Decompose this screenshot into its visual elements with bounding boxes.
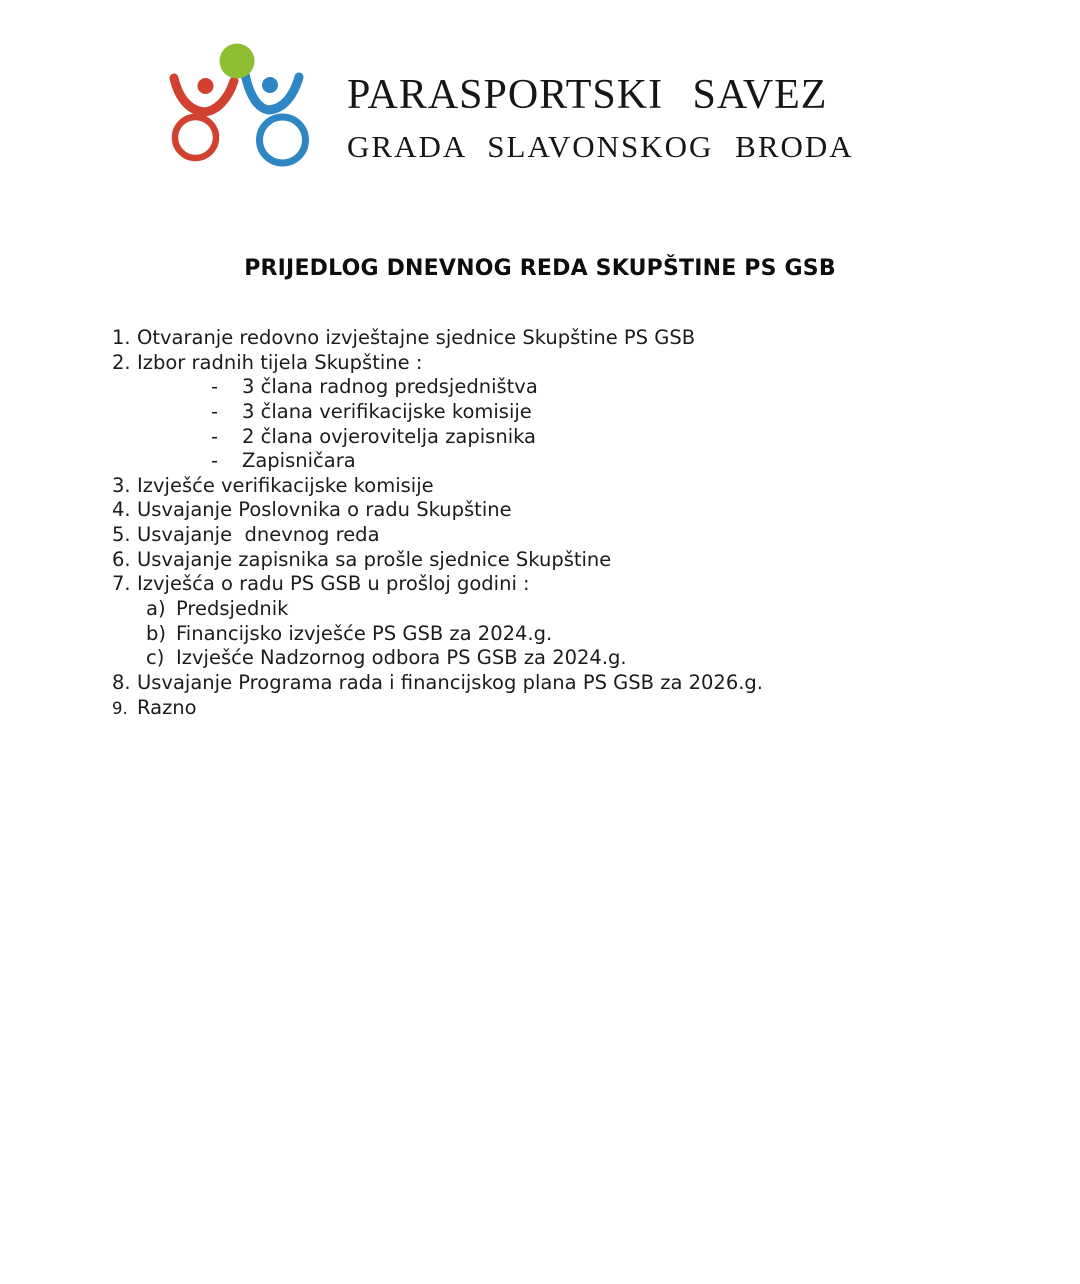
red-wheel <box>175 117 216 158</box>
agenda-row <box>0 523 1080 548</box>
org-name-block <box>347 40 854 162</box>
agenda-marker: 6. <box>112 547 131 571</box>
agenda-text: Izvješće Nadzornog odbora PS GSB za 2024.g. <box>176 646 627 670</box>
agenda-marker: - <box>211 399 219 423</box>
agenda-row <box>0 548 1080 573</box>
blue-figure-head <box>262 77 278 93</box>
agenda-marker: - <box>211 424 219 448</box>
agenda-text: Usvajanje dnevnog reda <box>137 523 380 547</box>
agenda-marker: b) <box>146 621 166 645</box>
agenda-marker: 4. <box>112 498 131 522</box>
agenda-text: Zapisničara <box>242 449 356 473</box>
blue-wheel <box>260 117 306 163</box>
agenda-list <box>0 326 1080 720</box>
agenda-row <box>0 474 1080 499</box>
agenda-marker: 7. <box>112 572 131 596</box>
agenda-text: Usvajanje Poslovnika o radu Skupštine <box>137 498 512 522</box>
agenda-text: 3 člana verifikacijske komisije <box>242 399 532 423</box>
agenda-marker: 2. <box>112 350 131 374</box>
agenda-row <box>0 351 1080 376</box>
agenda-row <box>0 326 1080 351</box>
agenda-text: Usvajanje zapisnika sa prošle sjednice Skupštine <box>137 547 612 571</box>
agenda-text: Otvaranje redovno izvještajne sjednice Skupštine PS GSB <box>137 326 696 349</box>
agenda-row <box>0 449 1080 474</box>
agenda-marker: c) <box>146 646 165 670</box>
agenda-row <box>0 646 1080 671</box>
agenda-marker: - <box>211 449 219 473</box>
agenda-row <box>0 425 1080 450</box>
agenda-row <box>0 671 1080 696</box>
header <box>163 40 854 177</box>
agenda-row <box>0 498 1080 523</box>
org-name-line2: GRADA SLAVONSKOG BRODA <box>347 129 854 164</box>
agenda-text: Izbor radnih tijela Skupštine : <box>137 350 423 374</box>
agenda-text: Predsjednik <box>176 597 289 621</box>
agenda-text: Izvješće verifikacijske komisije <box>137 473 434 497</box>
agenda-text: Izvješća o radu PS GSB u prošloj godini : <box>137 572 530 596</box>
agenda-row <box>0 375 1080 400</box>
parasport-logo-icon <box>163 40 325 177</box>
agenda-text: Financijsko izvješće PS GSB za 2024.g. <box>176 621 553 645</box>
agenda-marker: 9. <box>112 698 128 718</box>
agenda-row <box>0 400 1080 425</box>
agenda-row <box>0 572 1080 597</box>
agenda-marker: - <box>211 375 219 399</box>
agenda-text: Usvajanje Programa rada i financijskog plana PS GSB za 2026.g. <box>137 670 763 694</box>
agenda-marker: 1. <box>112 326 131 349</box>
red-figure-head <box>198 78 214 94</box>
agenda-row <box>0 622 1080 647</box>
agenda-row <box>0 696 1080 721</box>
agenda-text: Razno <box>137 695 197 719</box>
agenda-row <box>0 597 1080 622</box>
agenda-text: 2 člana ovjerovitelja zapisnika <box>242 424 537 448</box>
agenda-marker: a) <box>146 597 166 621</box>
org-name-line1: PARASPORTSKI SAVEZ <box>347 72 828 118</box>
page-title: PRIJEDLOG DNEVNOG REDA SKUPŠTINE PS GSB <box>244 256 836 281</box>
agenda-marker: 8. <box>112 670 131 694</box>
agenda-marker: 5. <box>112 523 131 547</box>
green-ball <box>220 44 255 79</box>
agenda-text: 3 člana radnog predsjedništva <box>242 375 538 399</box>
agenda-marker: 3. <box>112 473 131 497</box>
